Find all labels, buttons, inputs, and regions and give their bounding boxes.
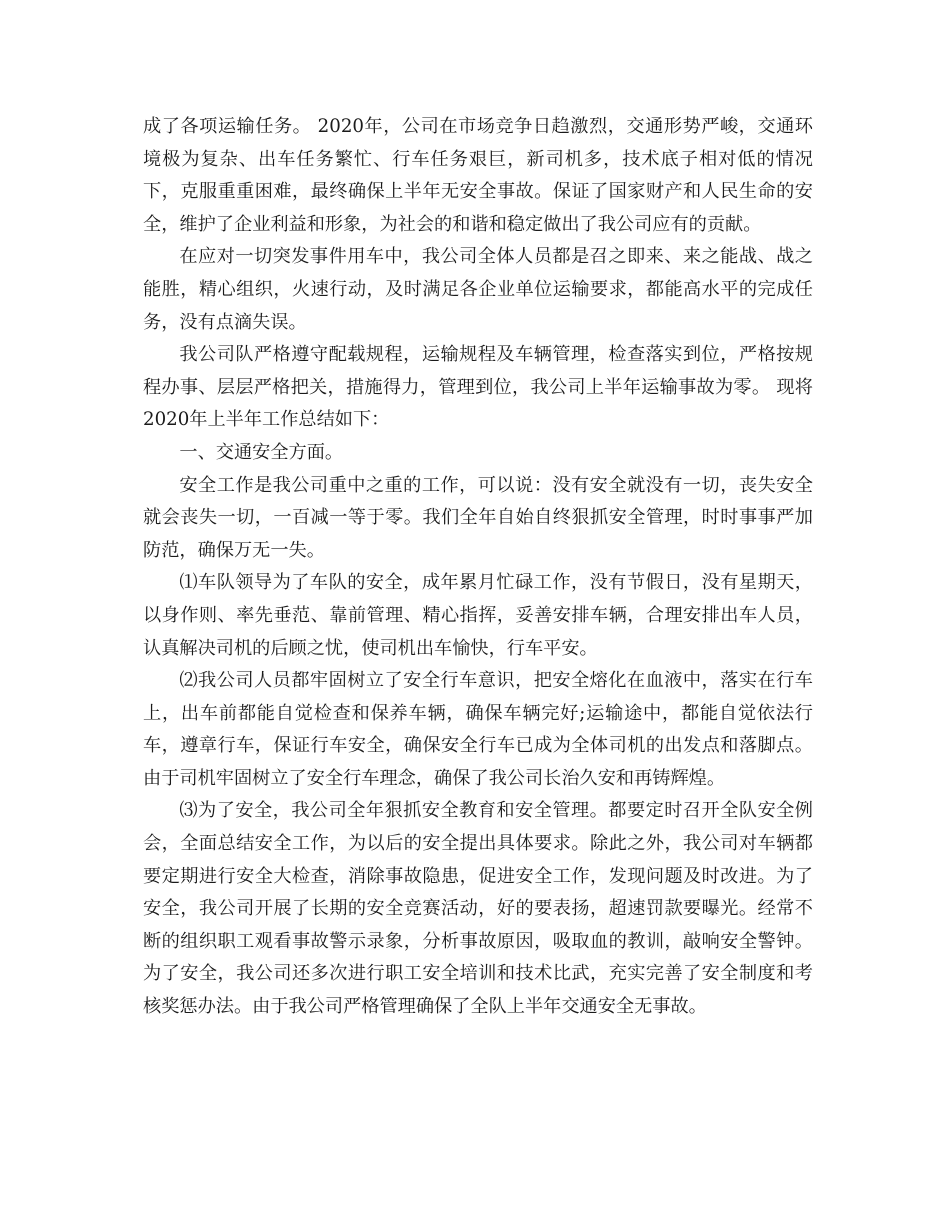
section-heading-traffic-safety: 一、交通安全方面。 bbox=[179, 441, 344, 463]
list-item-3-education: ⑶为了安全，我公司全年狠抓安全教育和安全管理。都要定时召开全队安全例会，全面总结安全工作，为以后的安全提出具体要求。除此之外，我公司对车辆都要定期进行安全大检查，消除事故隐患，促进安全工作，发现问题及时改进。为了安全，我公司开展了长期的安全竞赛活动，好的要表扬，超速罚款要曝光。经常不断的组织职工观看事故警示录象，分析事故原因，吸取血的教训，敲响安全警钟。为了安全，我公司还多次进行职工安全培训和技术比武，充实完善了安全制度和考核奖惩办法。由于我公司严格管理确保了全队上半年交通安全无事故。 bbox=[143, 800, 813, 1018]
paragraph-continuation: 成了各项运输任务。 2020年，公司在市场竞争日趋激烈，交通形势严峻，交通环境极为复杂、出车任务繁忙、行车任务艰巨，新司机多，技术底子相对低的情况下，克服重重困难，最终确保上半年无安全事故。保证了国家财产和人民生命的安全，维护了企业利益和形象，为社会的和谐和稳定做出了我公司应有的贡献。 bbox=[143, 116, 813, 235]
list-item-1-leadership: ⑴车队领导为了车队的安全，成年累月忙碌工作，没有节假日，没有星期天，以身作则、率先垂范、靠前管理、精心指挥，妥善安排车辆，合理安排出车人员，认真解决司机的后顾之忧，使司机出车愉快，行车平安。 bbox=[143, 572, 813, 659]
list-item-2-awareness: ⑵我公司人员都牢固树立了安全行车意识，把安全熔化在血液中，落实在行车上，出车前都能自觉检查和保养车辆，确保车辆完好;运输途中，都能自觉依法行车，遵章行车，保证行车安全，确保安全行车已成为全体司机的出发点和落脚点。由于司机牢固树立了安全行车理念，确保了我公司长治久安和再铸辉煌。 bbox=[143, 670, 813, 789]
paragraph-emergency-response: 在应对一切突发事件用车中，我公司全体人员都是召之即来、来之能战、战之能胜，精心组织，火速行动，及时满足各企业单位运输要求，都能高水平的完成任务，没有点滴失误。 bbox=[143, 246, 813, 333]
document-body bbox=[143, 111, 813, 1024]
paragraph-regulations: 我公司队严格遵守配载规程，运输规程及车辆管理，检查落实到位，严格按规程办事、层层严格把关，措施得力，管理到位，我公司上半年运输事故为零。 现将2020年上半年工作总结如下： bbox=[143, 344, 813, 431]
paragraph-safety-importance: 安全工作是我公司重中之重的工作，可以说：没有安全就没有一切，丧失安全就会丧失一切，一百减一等于零。我们全年自始自终狠抓安全管理，时时事事严加防范，确保万无一失。 bbox=[143, 474, 813, 561]
